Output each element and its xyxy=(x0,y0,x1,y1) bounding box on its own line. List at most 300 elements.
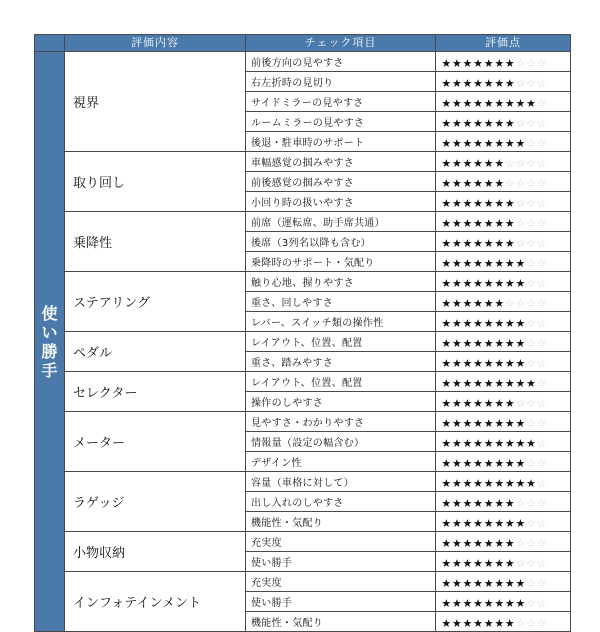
star-filled-icon: ★ xyxy=(462,337,473,350)
star-empty-icon: ☆ xyxy=(526,317,536,330)
star-rating xyxy=(436,312,571,332)
star-filled-icon: ★ xyxy=(504,257,515,270)
table-row xyxy=(35,52,571,72)
star-filled-icon: ★ xyxy=(473,197,484,210)
check-item-label: 後席（3列名以降も含む） xyxy=(246,232,436,252)
star-filled-icon: ★ xyxy=(473,317,484,330)
table-row xyxy=(35,372,571,392)
star-filled-icon: ★ xyxy=(494,537,505,550)
star-empty-icon: ☆ xyxy=(526,357,536,370)
star-filled-icon: ★ xyxy=(473,517,484,530)
star-filled-icon: ★ xyxy=(441,117,452,130)
star-filled-icon: ★ xyxy=(473,177,484,190)
star-filled-icon: ★ xyxy=(494,177,505,190)
star-filled-icon: ★ xyxy=(462,477,473,490)
group-label: ペダル xyxy=(65,332,246,372)
check-item-label: 見やすさ・わかりやすさ xyxy=(246,412,436,432)
star-empty-icon: ☆ xyxy=(536,497,547,510)
star-empty-icon: ☆ xyxy=(515,297,526,310)
star-empty-icon: ☆ xyxy=(504,157,515,170)
star-filled-icon: ★ xyxy=(451,57,462,70)
star-rating xyxy=(436,172,571,192)
star-rating xyxy=(436,572,571,592)
star-filled-icon: ★ xyxy=(473,237,484,250)
group-label: 乗降性 xyxy=(65,212,246,272)
star-filled-icon: ★ xyxy=(451,137,462,150)
star-filled-icon: ★ xyxy=(483,317,494,330)
star-filled-icon: ★ xyxy=(451,497,462,510)
check-item-label: 重さ、回しやすさ xyxy=(246,292,436,312)
star-filled-icon: ★ xyxy=(504,137,515,150)
star-filled-icon: ★ xyxy=(451,357,462,370)
star-empty-icon: ☆ xyxy=(526,497,536,510)
star-empty-icon: ☆ xyxy=(515,117,526,130)
check-item-label: 前後感覚の掴みやすさ xyxy=(246,172,436,192)
star-filled-icon: ★ xyxy=(504,97,515,110)
star-empty-icon: ☆ xyxy=(515,197,526,210)
star-filled-icon: ★ xyxy=(473,157,484,170)
star-rating xyxy=(436,92,571,112)
star-filled-icon: ★ xyxy=(483,397,494,410)
star-filled-icon: ★ xyxy=(441,317,452,330)
star-filled-icon: ★ xyxy=(494,457,505,470)
group-label: インフォテインメント xyxy=(65,572,246,632)
star-filled-icon: ★ xyxy=(473,397,484,410)
star-rating xyxy=(436,152,571,172)
star-filled-icon: ★ xyxy=(483,457,494,470)
star-filled-icon: ★ xyxy=(462,177,473,190)
star-filled-icon: ★ xyxy=(526,437,536,450)
star-empty-icon: ☆ xyxy=(526,157,536,170)
star-filled-icon: ★ xyxy=(515,517,526,530)
star-empty-icon: ☆ xyxy=(526,597,536,610)
header-corner xyxy=(35,35,65,52)
star-filled-icon: ★ xyxy=(441,277,452,290)
group-label: ラゲッジ xyxy=(65,472,246,532)
star-filled-icon: ★ xyxy=(473,617,484,630)
check-item-label: ルームミラーの見やすさ xyxy=(246,112,436,132)
star-filled-icon: ★ xyxy=(473,277,484,290)
star-empty-icon: ☆ xyxy=(536,277,547,290)
star-filled-icon: ★ xyxy=(451,537,462,550)
star-filled-icon: ★ xyxy=(504,337,515,350)
star-filled-icon: ★ xyxy=(462,437,473,450)
star-filled-icon: ★ xyxy=(462,397,473,410)
star-filled-icon: ★ xyxy=(494,557,505,570)
check-item-label: 機能性・気配り xyxy=(246,612,436,632)
star-filled-icon: ★ xyxy=(483,257,494,270)
star-filled-icon: ★ xyxy=(462,137,473,150)
star-filled-icon: ★ xyxy=(494,337,505,350)
star-filled-icon: ★ xyxy=(483,437,494,450)
category-cell xyxy=(35,52,65,632)
star-rating xyxy=(436,212,571,232)
star-filled-icon: ★ xyxy=(526,97,536,110)
table-row xyxy=(35,532,571,552)
star-filled-icon: ★ xyxy=(451,277,462,290)
star-filled-icon: ★ xyxy=(451,237,462,250)
star-filled-icon: ★ xyxy=(483,177,494,190)
star-filled-icon: ★ xyxy=(441,457,452,470)
star-rating xyxy=(436,612,571,632)
star-filled-icon: ★ xyxy=(515,597,526,610)
group-label: 取り回し xyxy=(65,152,246,212)
star-filled-icon: ★ xyxy=(451,377,462,390)
star-rating xyxy=(436,392,571,412)
star-filled-icon: ★ xyxy=(441,577,452,590)
star-filled-icon: ★ xyxy=(441,217,452,230)
check-item-label: デザイン性 xyxy=(246,452,436,472)
star-filled-icon: ★ xyxy=(504,577,515,590)
table-row xyxy=(35,152,571,172)
star-empty-icon: ☆ xyxy=(536,197,547,210)
star-filled-icon: ★ xyxy=(483,357,494,370)
star-filled-icon: ★ xyxy=(441,617,452,630)
star-filled-icon: ★ xyxy=(504,217,515,230)
check-item-label: 充実度 xyxy=(246,572,436,592)
table-body xyxy=(35,52,571,632)
star-filled-icon: ★ xyxy=(441,257,452,270)
star-empty-icon: ☆ xyxy=(536,297,547,310)
star-filled-icon: ★ xyxy=(441,157,452,170)
star-rating xyxy=(436,412,571,432)
star-filled-icon: ★ xyxy=(441,197,452,210)
star-filled-icon: ★ xyxy=(504,277,515,290)
check-item-label: サイドミラーの見やすさ xyxy=(246,92,436,112)
star-empty-icon: ☆ xyxy=(536,97,547,110)
star-empty-icon: ☆ xyxy=(526,77,536,90)
star-empty-icon: ☆ xyxy=(536,417,547,430)
header-criteria: 評価内容 xyxy=(65,35,246,52)
star-filled-icon: ★ xyxy=(462,617,473,630)
star-rating xyxy=(436,252,571,272)
star-filled-icon: ★ xyxy=(462,317,473,330)
star-filled-icon: ★ xyxy=(451,97,462,110)
star-filled-icon: ★ xyxy=(494,617,505,630)
star-filled-icon: ★ xyxy=(451,297,462,310)
star-empty-icon: ☆ xyxy=(536,357,547,370)
star-filled-icon: ★ xyxy=(483,97,494,110)
star-filled-icon: ★ xyxy=(473,137,484,150)
star-empty-icon: ☆ xyxy=(526,517,536,530)
star-filled-icon: ★ xyxy=(494,437,505,450)
star-filled-icon: ★ xyxy=(515,317,526,330)
star-empty-icon: ☆ xyxy=(515,157,526,170)
star-filled-icon: ★ xyxy=(483,497,494,510)
star-filled-icon: ★ xyxy=(504,597,515,610)
star-filled-icon: ★ xyxy=(494,157,505,170)
star-rating xyxy=(436,552,571,572)
star-empty-icon: ☆ xyxy=(536,337,547,350)
star-filled-icon: ★ xyxy=(473,77,484,90)
star-filled-icon: ★ xyxy=(504,197,515,210)
star-filled-icon: ★ xyxy=(504,417,515,430)
check-item-label: 前席（運転席、助手席共通） xyxy=(246,212,436,232)
star-filled-icon: ★ xyxy=(494,237,505,250)
star-filled-icon: ★ xyxy=(462,537,473,550)
star-empty-icon: ☆ xyxy=(536,517,547,530)
star-filled-icon: ★ xyxy=(451,557,462,570)
star-filled-icon: ★ xyxy=(473,457,484,470)
star-empty-icon: ☆ xyxy=(526,117,536,130)
group-label: ステアリング xyxy=(65,272,246,332)
star-filled-icon: ★ xyxy=(462,297,473,310)
star-rating xyxy=(436,272,571,292)
star-empty-icon: ☆ xyxy=(536,177,547,190)
star-filled-icon: ★ xyxy=(462,457,473,470)
star-filled-icon: ★ xyxy=(473,97,484,110)
star-rating xyxy=(436,472,571,492)
check-item-label: 右左折時の見切り xyxy=(246,72,436,92)
check-item-label: 操作のしやすさ xyxy=(246,392,436,412)
star-filled-icon: ★ xyxy=(494,97,505,110)
star-filled-icon: ★ xyxy=(515,577,526,590)
star-filled-icon: ★ xyxy=(483,557,494,570)
star-filled-icon: ★ xyxy=(462,237,473,250)
star-filled-icon: ★ xyxy=(462,257,473,270)
star-filled-icon: ★ xyxy=(483,57,494,70)
star-empty-icon: ☆ xyxy=(536,57,547,70)
star-filled-icon: ★ xyxy=(504,457,515,470)
table-row xyxy=(35,272,571,292)
star-empty-icon: ☆ xyxy=(515,397,526,410)
star-filled-icon: ★ xyxy=(462,217,473,230)
star-empty-icon: ☆ xyxy=(536,557,547,570)
star-empty-icon: ☆ xyxy=(526,617,536,630)
star-filled-icon: ★ xyxy=(494,397,505,410)
check-item-label: 乗降時のサポート・気配り xyxy=(246,252,436,272)
star-empty-icon: ☆ xyxy=(536,397,547,410)
star-empty-icon: ☆ xyxy=(515,77,526,90)
star-filled-icon: ★ xyxy=(504,377,515,390)
star-filled-icon: ★ xyxy=(504,557,515,570)
star-filled-icon: ★ xyxy=(451,577,462,590)
star-filled-icon: ★ xyxy=(483,297,494,310)
star-filled-icon: ★ xyxy=(504,57,515,70)
table-row xyxy=(35,412,571,432)
star-filled-icon: ★ xyxy=(441,477,452,490)
star-empty-icon: ☆ xyxy=(536,537,547,550)
star-empty-icon: ☆ xyxy=(536,457,547,470)
star-filled-icon: ★ xyxy=(494,57,505,70)
star-rating xyxy=(436,72,571,92)
star-filled-icon: ★ xyxy=(483,237,494,250)
group-label: 小物収納 xyxy=(65,532,246,572)
star-filled-icon: ★ xyxy=(473,537,484,550)
star-filled-icon: ★ xyxy=(462,117,473,130)
star-empty-icon: ☆ xyxy=(526,277,536,290)
star-filled-icon: ★ xyxy=(494,417,505,430)
star-filled-icon: ★ xyxy=(515,437,526,450)
star-filled-icon: ★ xyxy=(483,117,494,130)
star-empty-icon: ☆ xyxy=(536,157,547,170)
star-rating xyxy=(436,372,571,392)
star-filled-icon: ★ xyxy=(441,97,452,110)
star-filled-icon: ★ xyxy=(473,377,484,390)
star-filled-icon: ★ xyxy=(441,397,452,410)
star-filled-icon: ★ xyxy=(504,397,515,410)
star-filled-icon: ★ xyxy=(451,117,462,130)
check-item-label: 後退・駐車時のサポート xyxy=(246,132,436,152)
check-item-label: レイアウト、位置、配置 xyxy=(246,332,436,352)
star-empty-icon: ☆ xyxy=(526,57,536,70)
table-row xyxy=(35,472,571,492)
star-filled-icon: ★ xyxy=(462,497,473,510)
star-filled-icon: ★ xyxy=(494,277,505,290)
check-item-label: 重さ、踏みやすさ xyxy=(246,352,436,372)
star-empty-icon: ☆ xyxy=(515,557,526,570)
star-empty-icon: ☆ xyxy=(526,197,536,210)
star-filled-icon: ★ xyxy=(473,257,484,270)
star-filled-icon: ★ xyxy=(483,377,494,390)
star-empty-icon: ☆ xyxy=(526,217,536,230)
check-item-label: 小回り時の扱いやすさ xyxy=(246,192,436,212)
star-empty-icon: ☆ xyxy=(515,57,526,70)
star-empty-icon: ☆ xyxy=(526,577,536,590)
check-item-label: 充実度 xyxy=(246,532,436,552)
star-filled-icon: ★ xyxy=(504,517,515,530)
star-filled-icon: ★ xyxy=(473,417,484,430)
star-filled-icon: ★ xyxy=(473,297,484,310)
star-filled-icon: ★ xyxy=(473,337,484,350)
star-filled-icon: ★ xyxy=(462,157,473,170)
star-filled-icon: ★ xyxy=(462,97,473,110)
star-rating xyxy=(436,432,571,452)
star-empty-icon: ☆ xyxy=(515,617,526,630)
star-filled-icon: ★ xyxy=(494,517,505,530)
star-filled-icon: ★ xyxy=(515,477,526,490)
star-rating xyxy=(436,592,571,612)
star-filled-icon: ★ xyxy=(441,497,452,510)
star-filled-icon: ★ xyxy=(483,517,494,530)
star-filled-icon: ★ xyxy=(451,397,462,410)
table-row xyxy=(35,212,571,232)
star-filled-icon: ★ xyxy=(504,437,515,450)
check-item-label: 使い勝手 xyxy=(246,592,436,612)
star-filled-icon: ★ xyxy=(473,217,484,230)
star-empty-icon: ☆ xyxy=(536,77,547,90)
star-filled-icon: ★ xyxy=(462,597,473,610)
star-filled-icon: ★ xyxy=(483,277,494,290)
star-empty-icon: ☆ xyxy=(504,297,515,310)
star-filled-icon: ★ xyxy=(515,97,526,110)
star-filled-icon: ★ xyxy=(504,477,515,490)
star-filled-icon: ★ xyxy=(494,317,505,330)
star-filled-icon: ★ xyxy=(483,77,494,90)
star-filled-icon: ★ xyxy=(515,137,526,150)
star-rating xyxy=(436,512,571,532)
star-filled-icon: ★ xyxy=(515,277,526,290)
star-filled-icon: ★ xyxy=(462,57,473,70)
star-filled-icon: ★ xyxy=(494,297,505,310)
category-label: 使い勝手 xyxy=(41,303,58,380)
star-filled-icon: ★ xyxy=(451,157,462,170)
star-filled-icon: ★ xyxy=(515,357,526,370)
group-label: 視界 xyxy=(65,52,246,152)
star-filled-icon: ★ xyxy=(473,557,484,570)
star-empty-icon: ☆ xyxy=(526,137,536,150)
star-filled-icon: ★ xyxy=(462,197,473,210)
star-filled-icon: ★ xyxy=(441,337,452,350)
star-filled-icon: ★ xyxy=(504,497,515,510)
star-rating xyxy=(436,332,571,352)
star-filled-icon: ★ xyxy=(504,237,515,250)
star-filled-icon: ★ xyxy=(441,57,452,70)
star-filled-icon: ★ xyxy=(473,357,484,370)
evaluation-table xyxy=(34,34,571,632)
star-filled-icon: ★ xyxy=(473,57,484,70)
star-filled-icon: ★ xyxy=(462,77,473,90)
check-item-label: 出し入れのしやすさ xyxy=(246,492,436,512)
star-empty-icon: ☆ xyxy=(515,177,526,190)
star-filled-icon: ★ xyxy=(504,537,515,550)
star-filled-icon: ★ xyxy=(473,577,484,590)
star-rating xyxy=(436,232,571,252)
star-filled-icon: ★ xyxy=(504,317,515,330)
star-rating xyxy=(436,292,571,312)
star-empty-icon: ☆ xyxy=(526,417,536,430)
star-empty-icon: ☆ xyxy=(526,297,536,310)
star-empty-icon: ☆ xyxy=(536,617,547,630)
star-filled-icon: ★ xyxy=(441,357,452,370)
star-filled-icon: ★ xyxy=(451,217,462,230)
star-empty-icon: ☆ xyxy=(526,237,536,250)
star-filled-icon: ★ xyxy=(441,597,452,610)
check-item-label: 車幅感覚の掴みやすさ xyxy=(246,152,436,172)
star-empty-icon: ☆ xyxy=(526,397,536,410)
star-empty-icon: ☆ xyxy=(515,237,526,250)
header-score: 評価点 xyxy=(436,35,571,52)
star-filled-icon: ★ xyxy=(483,477,494,490)
star-filled-icon: ★ xyxy=(483,197,494,210)
star-filled-icon: ★ xyxy=(504,77,515,90)
star-filled-icon: ★ xyxy=(473,477,484,490)
star-filled-icon: ★ xyxy=(494,137,505,150)
star-empty-icon: ☆ xyxy=(536,317,547,330)
header-row xyxy=(35,35,571,52)
star-filled-icon: ★ xyxy=(441,437,452,450)
star-empty-icon: ☆ xyxy=(526,557,536,570)
star-filled-icon: ★ xyxy=(441,77,452,90)
star-filled-icon: ★ xyxy=(483,337,494,350)
star-filled-icon: ★ xyxy=(441,377,452,390)
star-filled-icon: ★ xyxy=(483,597,494,610)
star-filled-icon: ★ xyxy=(494,377,505,390)
star-empty-icon: ☆ xyxy=(526,257,536,270)
star-empty-icon: ☆ xyxy=(536,237,547,250)
star-empty-icon: ☆ xyxy=(536,577,547,590)
group-label: メーター xyxy=(65,412,246,472)
star-filled-icon: ★ xyxy=(504,117,515,130)
star-empty-icon: ☆ xyxy=(536,597,547,610)
star-filled-icon: ★ xyxy=(515,377,526,390)
star-filled-icon: ★ xyxy=(462,357,473,370)
star-filled-icon: ★ xyxy=(515,457,526,470)
check-item-label: 容量（車格に対して） xyxy=(246,472,436,492)
check-item-label: 触り心地、握りやすさ xyxy=(246,272,436,292)
star-filled-icon: ★ xyxy=(473,597,484,610)
star-empty-icon: ☆ xyxy=(515,217,526,230)
star-empty-icon: ☆ xyxy=(536,137,547,150)
star-filled-icon: ★ xyxy=(494,577,505,590)
header-check-items: チェック項目 xyxy=(246,35,436,52)
star-filled-icon: ★ xyxy=(451,477,462,490)
star-filled-icon: ★ xyxy=(494,217,505,230)
star-empty-icon: ☆ xyxy=(515,497,526,510)
check-item-label: レイアウト、位置、配置 xyxy=(246,372,436,392)
star-filled-icon: ★ xyxy=(451,437,462,450)
star-filled-icon: ★ xyxy=(483,137,494,150)
